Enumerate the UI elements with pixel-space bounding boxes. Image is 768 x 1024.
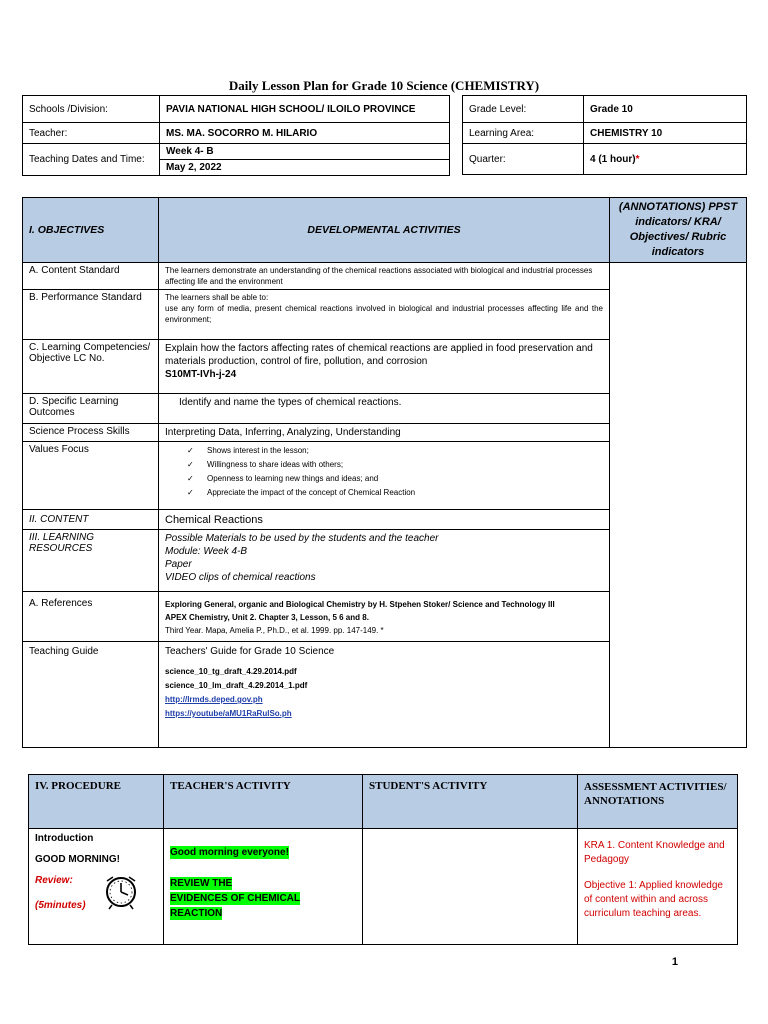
review-line: REACTION bbox=[170, 908, 223, 919]
check-icon: ✓ bbox=[187, 488, 194, 497]
clock-icon bbox=[101, 873, 141, 911]
specific-outcomes-label: D. Specific Learning Outcomes bbox=[23, 394, 159, 424]
references-text bbox=[159, 592, 610, 642]
teacher-label: Teacher: bbox=[23, 123, 160, 144]
quarter-value bbox=[584, 144, 747, 175]
values-focus-label: Values Focus bbox=[23, 442, 159, 510]
time-label: (5minutes) bbox=[35, 900, 86, 911]
school-value: PAVIA NATIONAL HIGH SCHOOL/ ILOILO PROVINCE bbox=[160, 96, 450, 123]
guide-file: science_10_lm_draft_4.29.2014_1.pdf bbox=[165, 681, 308, 690]
annotations-header: (ANNOTATIONS) PPST indicators/ KRA/ Objectives/ Rubric indicators bbox=[610, 198, 747, 263]
annotations-column bbox=[610, 263, 747, 748]
process-skills-label: Science Process Skills bbox=[23, 424, 159, 442]
references-label: A. References bbox=[23, 592, 159, 642]
week-value: Week 4- B bbox=[160, 144, 449, 160]
page-title: Daily Lesson Plan for Grade 10 Science (CHEMISTRY) bbox=[228, 78, 540, 93]
date-value: May 2, 2022 bbox=[166, 162, 222, 173]
values-focus-list bbox=[159, 442, 610, 510]
resource-item: Module: Week 4-B bbox=[165, 546, 248, 557]
performance-line-1: The learners shall be able to: bbox=[165, 293, 269, 302]
school-info-table bbox=[22, 95, 450, 176]
review-line: REVIEW THE bbox=[170, 878, 233, 889]
dates-label: Teaching Dates and Time: bbox=[23, 144, 160, 176]
performance-standard-label: B. Performance Standard bbox=[23, 290, 159, 340]
assessment-cell bbox=[578, 829, 738, 945]
review-label: Review: bbox=[35, 875, 73, 886]
check-icon: ✓ bbox=[187, 474, 194, 483]
competencies-description: Explain how the factors affecting rates of chemical reactions are applied in food preservation and materials production, control of fire, pollution, and corrosion bbox=[165, 343, 593, 367]
resource-item: VIDEO clips of chemical reactions bbox=[165, 572, 316, 583]
guide-title: Teachers' Guide for Grade 10 Science bbox=[165, 646, 335, 657]
assessment-objective: Objective 1: Applied knowledge of content within and across curriculum teaching areas. bbox=[584, 880, 723, 919]
content-text: Chemical Reactions bbox=[159, 510, 610, 530]
teaching-guide-content bbox=[159, 642, 610, 748]
objectives-header: I. OBJECTIVES bbox=[23, 198, 159, 263]
performance-line-2: use any form of media, present chemical reactions involved in biological and industrial processes affecting life and the environment; bbox=[165, 304, 603, 324]
content-standard-text: The learners demonstrate an understanding of the chemical reactions associated with biological and industrial processes affecting life and the environment bbox=[159, 263, 610, 290]
process-skills-text: Interpreting Data, Inferring, Analyzing, Understanding bbox=[159, 424, 610, 442]
reference-line: Third Year. Mapa, Amelia P., Ph.D., et al. 1999. pp. 147-149. * bbox=[165, 626, 384, 635]
resources-list bbox=[159, 530, 610, 592]
check-icon: ✓ bbox=[187, 460, 194, 469]
competencies-text bbox=[159, 340, 610, 394]
teaching-guide-label: Teaching Guide bbox=[23, 642, 159, 748]
lrmds-link[interactable]: http://lrmds.deped.gov.ph bbox=[165, 695, 263, 704]
student-activity-cell bbox=[363, 829, 578, 945]
performance-standard-text bbox=[159, 290, 610, 340]
introduction-label: Introduction bbox=[35, 833, 94, 844]
teacher-greeting: Good morning everyone! bbox=[170, 847, 289, 858]
check-icon: ✓ bbox=[187, 446, 194, 455]
dates-value bbox=[160, 144, 450, 176]
values-item: ✓ Shows interest in the lesson; bbox=[187, 444, 603, 458]
reference-line: Exploring General, organic and Biological Chemistry by H. Stpehen Stoker/ Science and Technology III bbox=[165, 600, 555, 609]
teacher-activity-cell bbox=[164, 829, 363, 945]
school-label: Schools /Division: bbox=[23, 96, 160, 123]
assessment-header: ASSESSMENT ACTIVITIES/ ANNOTATIONS bbox=[578, 775, 738, 829]
objectives-table bbox=[22, 197, 747, 748]
competencies-label: C. Learning Competencies/ Objective LC No. bbox=[23, 340, 159, 394]
procedure-table bbox=[28, 774, 738, 945]
area-value: CHEMISTRY 10 bbox=[584, 123, 747, 144]
competencies-code: S10MT-IVh-j-24 bbox=[165, 369, 237, 380]
review-line: EVIDENCES OF CHEMICAL bbox=[170, 893, 301, 904]
procedure-header: IV. PROCEDURE bbox=[29, 775, 164, 829]
quarter-text: 4 (1 hour) bbox=[590, 153, 636, 165]
youtube-link[interactable]: https://youtube/aMU1RaRulSo.ph bbox=[165, 709, 292, 718]
greeting-text: GOOD MORNING! bbox=[35, 854, 120, 865]
student-activity-header: STUDENT'S ACTIVITY bbox=[363, 775, 578, 829]
grade-label: Grade Level: bbox=[463, 96, 584, 123]
assessment-kra: KRA 1. Content Knowledge and Pedagogy bbox=[584, 840, 725, 865]
resource-item: Paper bbox=[165, 559, 192, 570]
content-label: II. CONTENT bbox=[23, 510, 159, 530]
resource-item: Possible Materials to be used by the students and the teacher bbox=[165, 533, 439, 544]
specific-outcomes-text: Identify and name the types of chemical reactions. bbox=[159, 394, 610, 424]
resources-label: III. LEARNING RESOURCES bbox=[23, 530, 159, 592]
quarter-label: Quarter: bbox=[463, 144, 584, 175]
quarter-mark: * bbox=[635, 153, 640, 165]
page-number: 1 bbox=[671, 956, 678, 968]
guide-file: science_10_tg_draft_4.29.2014.pdf bbox=[165, 667, 297, 676]
grade-info-table bbox=[462, 95, 747, 175]
values-item: ✓ Openness to learning new things and ideas; and bbox=[187, 472, 603, 486]
values-item: ✓ Willingness to share ideas with others; bbox=[187, 458, 603, 472]
introduction-cell bbox=[29, 829, 164, 945]
teacher-value: MS. MA. SOCORRO M. HILARIO bbox=[160, 123, 450, 144]
content-standard-label: A. Content Standard bbox=[23, 263, 159, 290]
area-label: Learning Area: bbox=[463, 123, 584, 144]
grade-value: Grade 10 bbox=[584, 96, 747, 123]
values-item: ✓ Appreciate the impact of the concept of Chemical Reaction bbox=[187, 486, 603, 500]
activities-header: DEVELOPMENTAL ACTIVITIES bbox=[159, 198, 610, 263]
reference-line: APEX Chemistry, Unit 2. Chapter 3, Lesson, 5 6 and 8. bbox=[165, 613, 369, 622]
teacher-activity-header: TEACHER'S ACTIVITY bbox=[164, 775, 363, 829]
